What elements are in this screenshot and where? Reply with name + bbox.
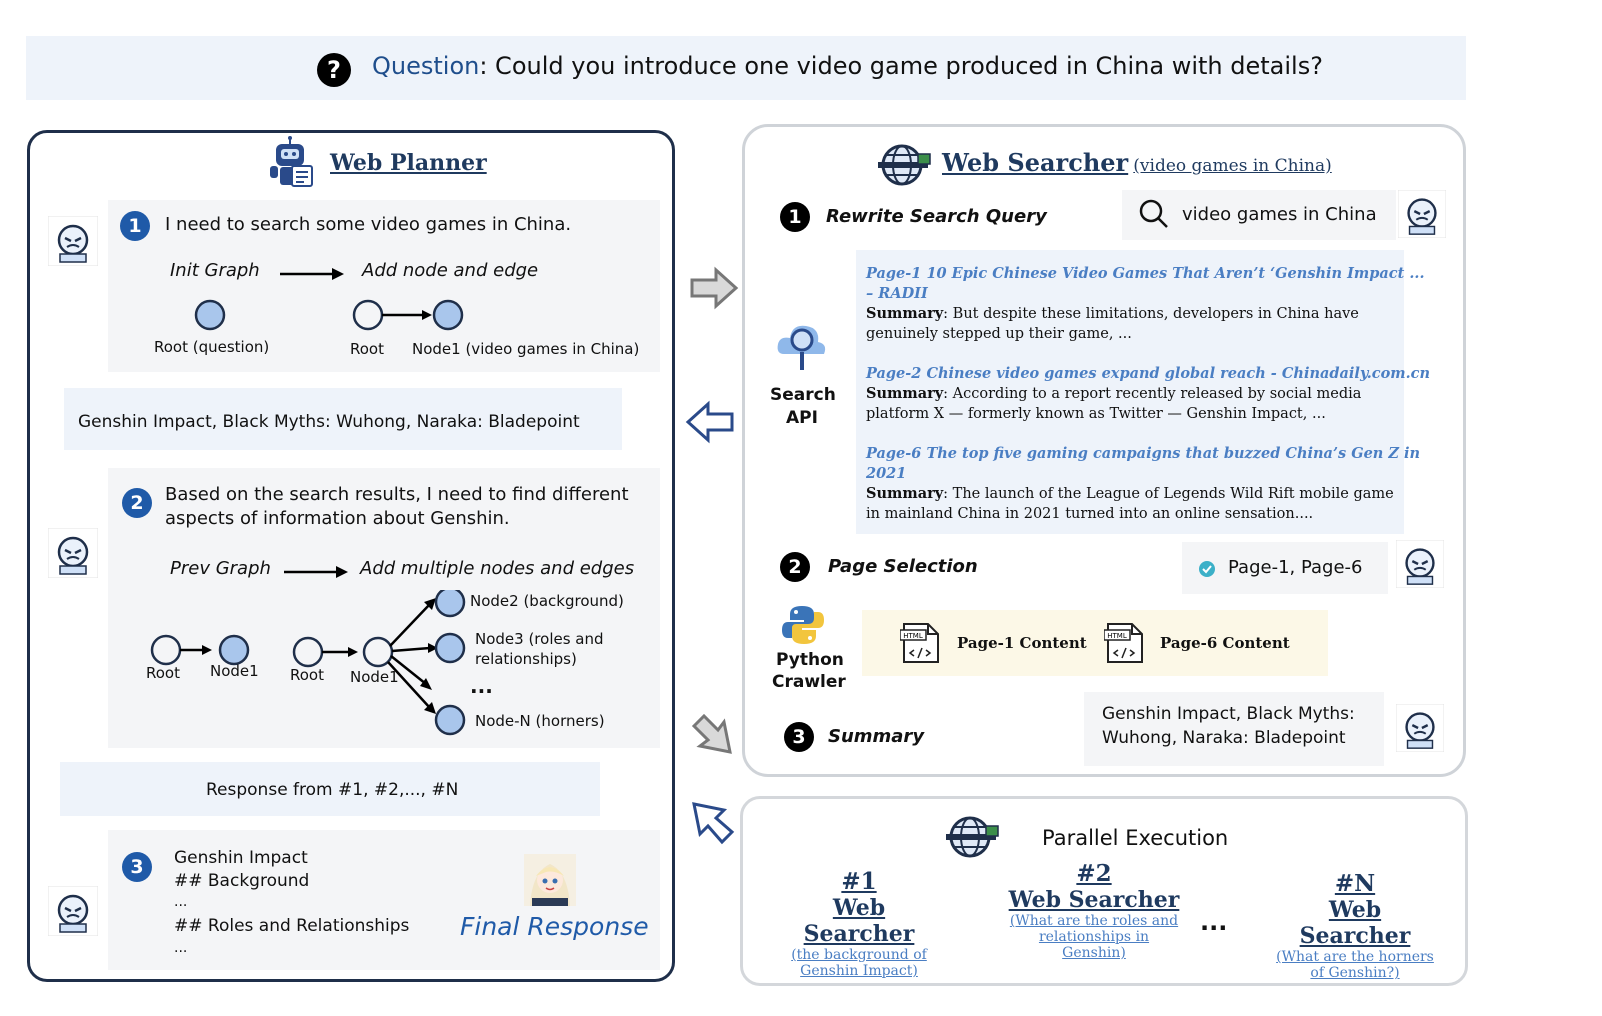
result-3-summary-line2: in mainland China in 2021 turned into an online sensation.... [866,506,1314,522]
add-multiple-label: Add multiple nodes and edges [360,558,635,579]
result-3-title[interactable]: Page-6 The top five gaming campaigns that buzzed China’s Gen Z in [866,445,1421,462]
arrow-right-icon [280,266,344,285]
question-body: : Could you introduce one video game produced in China with details? [479,52,1323,80]
node2 [436,590,464,616]
search-icon [1138,198,1170,234]
result-1-summary-line2: genuinely stepped up their game, ... [866,326,1132,342]
root-b-label: Root [290,666,324,684]
node3-label-line1: Node3 (roles and [475,630,604,648]
question-icon [316,52,352,92]
page-selection-label: Page Selection [828,556,978,577]
html-tag-text: HTML [1107,632,1127,640]
web-searcher-title[interactable]: Web Searcher [942,148,1129,177]
html-file-icon [900,622,940,668]
avatar-icon [1396,540,1444,592]
arrow-downright-outline-icon [690,712,736,762]
result-2-summary: Summary: According to a report recently released by social media [866,385,1362,402]
parallel-agent-1[interactable] [774,868,944,979]
avatar-icon [48,216,98,270]
root-label: Root [350,340,384,358]
summary-text-line1: Genshin Impact, Black Myths: [1102,704,1355,724]
step2-text-line2: aspects of information about Genshin. [165,508,510,529]
final-line1: Genshin Impact [174,848,308,868]
result-3-title-line2[interactable]: 2021 [866,465,907,482]
root-node-a [152,636,180,664]
agent-1-query-line2: Genshin Impact) [800,963,918,979]
arrow-left-outline-icon [684,400,734,448]
result-1-title[interactable]: Page-1 10 Epic Chinese Video Games That Aren’t ‘Genshin Impact ... [866,265,1425,282]
agents-ellipsis: ... [1200,908,1228,936]
searcher-step2-badge: 2 [780,552,810,582]
node1-label: Node1 (video games in China) [412,340,640,358]
check-circle-icon [1198,560,1216,582]
agent-1-num: #1 [841,868,877,895]
step2-text-line1: Based on the search results, I need to find different [165,484,629,505]
python-icon [782,604,824,650]
result-2-title[interactable]: Page-2 Chinese video games expand global reach - Chinadaily.com.cn [866,365,1431,382]
question-label: Question [372,52,480,80]
agent-1-name: Web Searcher [803,895,915,947]
result-2-summary-line2: platform X — formerly known as Twitter — Genshin Impact, ... [866,406,1326,422]
response-text: Response from #1, #2,..., #N [206,780,459,800]
rewrite-query-label: Rewrite Search Query [826,206,1047,227]
search-result-1 [866,264,1425,344]
search-api-icon [774,318,830,378]
final-line5: ... [174,940,188,956]
avatar-icon [48,886,98,940]
root-node-empty [354,301,382,329]
summary-label: Summary [828,726,925,747]
page-1-content-label[interactable]: Page-1 Content [957,634,1087,652]
agent-n-num: #N [1334,870,1376,897]
root-node-b [294,638,322,666]
parallel-agent-2[interactable] [1006,860,1182,961]
node1-b-label: Node1 [350,668,399,686]
avatar-icon [1396,704,1444,756]
summary-text-line2: Wuhong, Naraka: Bladepoint [1102,728,1346,748]
search-query-text: video games in China [1182,204,1377,225]
avatar-icon [1398,190,1446,242]
root-node [196,301,224,329]
root-a-label: Root [146,664,180,682]
node1 [434,301,462,329]
final-line2: ## Background [174,871,310,891]
result-3-summary: Summary: The launch of the League of Legends Wild Rift mobile game [866,485,1394,502]
node2-label: Node2 (background) [470,592,624,610]
node1-a [220,636,248,664]
agent-n-query-line2: of Genshin?) [1310,965,1400,981]
agent-n-name: Web Searcher [1299,897,1411,949]
node3 [436,634,464,662]
agent-1-query-line1: (the background of [791,947,927,963]
parallel-agent-n[interactable] [1270,870,1440,981]
agent-2-query-line3: Genshin) [1062,945,1126,961]
web-searcher-subtitle[interactable]: (video games in China) [1133,156,1332,176]
web-planner-title[interactable]: Web Planner [330,150,487,176]
python-crawler-label-line2: Crawler [772,672,846,692]
node1-a-label: Node1 [210,662,259,680]
page-selection-text: Page-1, Page-6 [1228,557,1363,578]
search-api-label-line1: Search [770,385,836,405]
parallel-title: Parallel Execution [1042,826,1229,850]
agent-n-query-line1: (What are the horners [1276,949,1434,965]
html-tag-text: HTML [903,632,923,640]
step2-badge: 2 [122,488,152,518]
svg-text:?: ? [327,56,341,84]
avatar-icon [48,528,98,582]
node-n [436,706,464,734]
arrow-upleft-outline-icon [690,800,736,850]
step1-badge: 1 [120,211,150,241]
question-text [372,52,1323,80]
search-result-3 [866,444,1420,524]
web-searcher-heading [942,148,1332,177]
noden-label: Node-N (horners) [475,712,605,730]
final-line4: ## Roles and Relationships [174,916,410,936]
node3-label-line2: relationships) [475,650,577,668]
agent-2-query-line2: relationships in [1038,929,1150,945]
character-avatar-icon [524,854,576,910]
more-nodes-ellipsis: ... [470,674,493,698]
agent-2-num: #2 [1076,860,1112,887]
result-1-title-line2[interactable]: – RADII [866,285,928,302]
init-graph-label: Init Graph [170,260,260,281]
final-line3: ... [174,894,188,910]
searcher-step1-badge: 1 [780,202,810,232]
search-result-text: Genshin Impact, Black Myths: Wuhong, Naraka: Bladepoint [78,412,580,432]
step3-badge: 3 [122,852,152,882]
arrow-right-outline-icon [690,266,740,314]
node1-b [364,638,392,666]
python-crawler-label-line1: Python [776,650,844,670]
add-node-label: Add node and edge [362,260,539,281]
step1-text: I need to search some video games in China. [165,214,572,235]
prev-graph-label: Prev Graph [170,558,271,579]
search-api-label-line2: API [786,408,818,428]
init-graph-diagram [108,295,660,335]
searcher-step3-badge: 3 [784,722,814,752]
arrow-right-icon [284,564,348,583]
search-result-2 [866,364,1430,424]
globe-icon [878,142,932,192]
final-response-label: Final Response [460,912,649,941]
robot-icon [266,136,316,192]
agent-2-name: Web Searcher [1008,887,1180,913]
root-question-label: Root (question) [154,338,270,356]
agent-2-query-line1: (What are the roles and [1009,913,1179,929]
result-1-summary: Summary: But despite these limitations, developers in China have [866,305,1359,322]
page-6-content-label[interactable]: Page-6 Content [1160,634,1290,652]
globe-icon [946,814,1000,864]
html-file-icon [1104,622,1144,668]
